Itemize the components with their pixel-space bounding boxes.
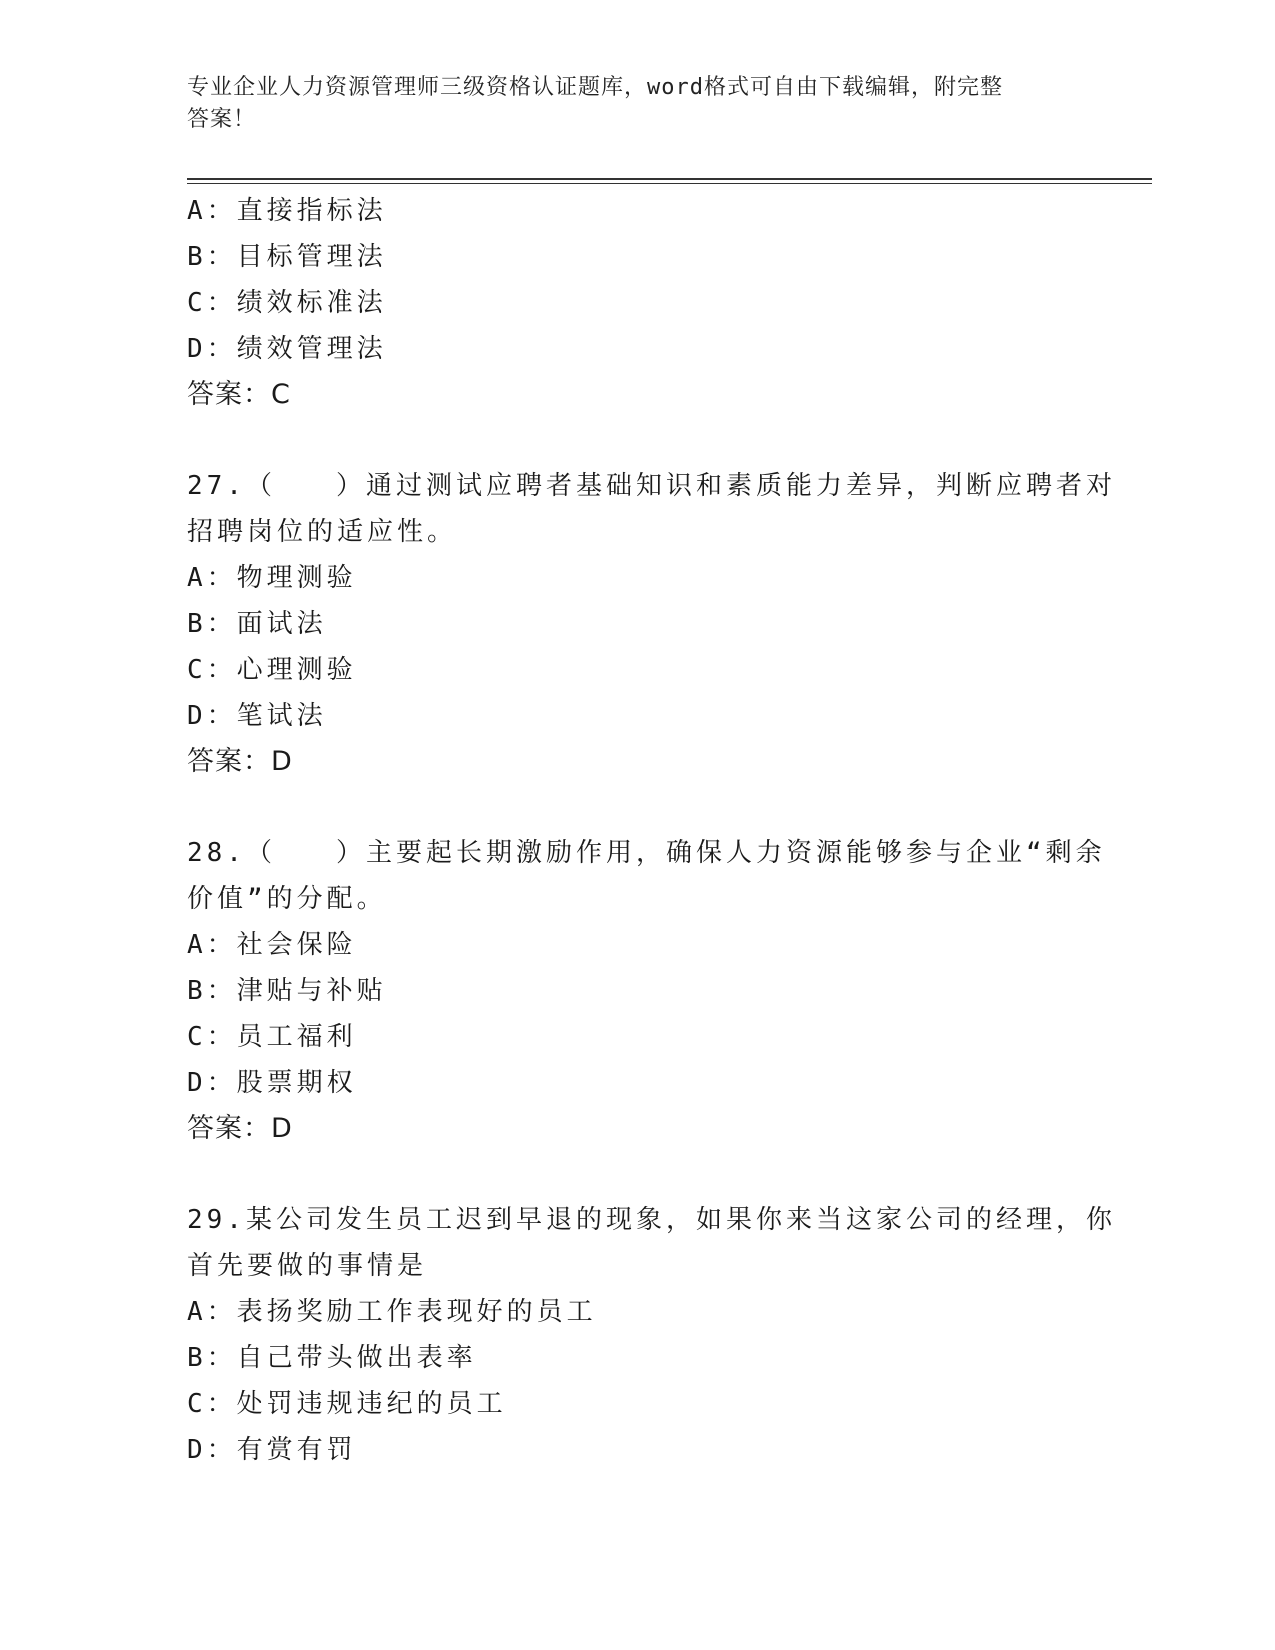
header-rule-bottom [187, 183, 1152, 184]
question-29 [187, 1197, 1116, 1473]
question-text-line-1: 28.（ ）主要起长期激励作用，确保人力资源能够参与企业“剩余 [187, 838, 1106, 868]
answer-line: 答案：C [187, 379, 291, 410]
option-d: D：有赏有罚 [187, 1435, 357, 1465]
question-28 [187, 830, 1106, 1152]
spacer [187, 785, 1067, 830]
option-a: A：表扬奖励工作表现好的员工 [187, 1297, 597, 1327]
option-d: D：绩效管理法 [187, 334, 387, 364]
question-list [187, 188, 1116, 1473]
question-text-line-2: 招聘岗位的适应性。 [187, 517, 458, 547]
question-text-line-2: 价值”的分配。 [187, 884, 387, 914]
option-a: A：物理测验 [187, 563, 357, 593]
option-c: C：心理测验 [187, 655, 357, 685]
option-c: C：绩效标准法 [187, 288, 387, 318]
question-text-line-1: 27.（ ）通过测试应聘者基础知识和素质能力差异，判断应聘者对 [187, 471, 1116, 501]
header-line-2: 答案！ [187, 107, 257, 132]
header-rule-top [187, 178, 1152, 180]
option-d: D：股票期权 [187, 1068, 357, 1098]
option-a: A：直接指标法 [187, 196, 387, 226]
option-c: C：处罚违规违纪的员工 [187, 1389, 507, 1419]
page-header [187, 72, 1067, 136]
spacer [187, 418, 1067, 463]
option-b: B：津贴与补贴 [187, 976, 387, 1006]
question-text-line-2: 首先要做的事情是 [187, 1251, 428, 1281]
question-26-continuation [187, 188, 1067, 418]
spacer [187, 1152, 1067, 1197]
question-27 [187, 463, 1116, 785]
option-b: B：自己带头做出表率 [187, 1343, 477, 1373]
answer-line: 答案：D [187, 746, 293, 777]
option-c: C：员工福利 [187, 1022, 357, 1052]
option-a: A：社会保险 [187, 930, 357, 960]
header-line-1: 专业企业人力资源管理师三级资格认证题库，word格式可自由下载编辑，附完整 [187, 75, 1003, 100]
option-b: B：目标管理法 [187, 242, 387, 272]
answer-line: 答案：D [187, 1113, 293, 1144]
option-b: B：面试法 [187, 609, 327, 639]
option-d: D：笔试法 [187, 701, 327, 731]
question-text-line-1: 29.某公司发生员工迟到早退的现象，如果你来当这家公司的经理，你 [187, 1205, 1116, 1235]
